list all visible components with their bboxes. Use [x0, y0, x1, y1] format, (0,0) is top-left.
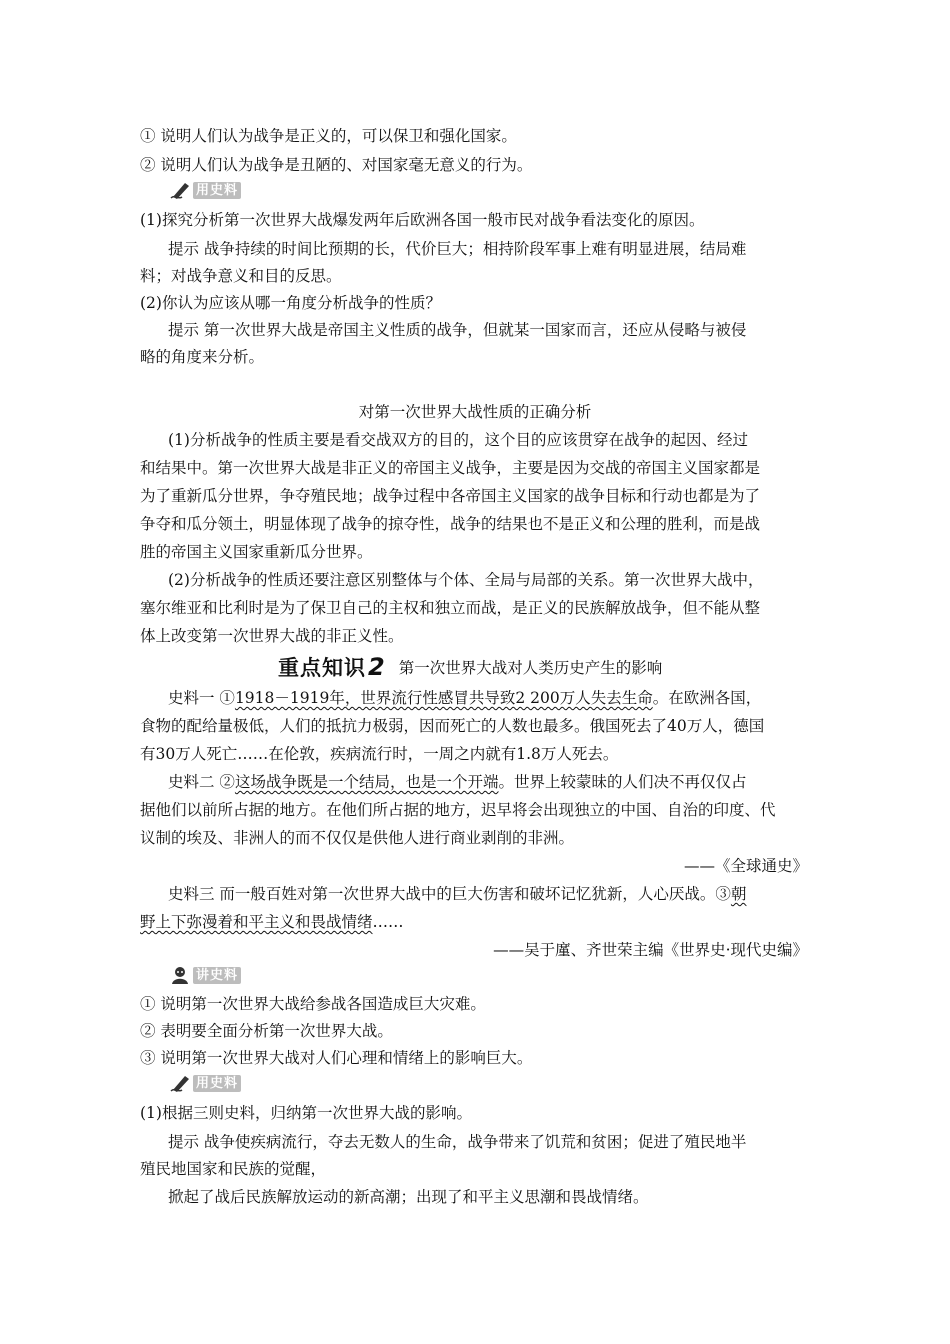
key-point-title: 第一次世界大战对人类历史产生的影响	[398, 659, 663, 677]
paragraph-line: 塞尔维亚和比利时是为了保卫自己的主权和独立而战，是正义的民族解放战争，但不能从整	[140, 599, 761, 617]
source-line: 据他们以前所占据的地方。在他们所占据的地方，迟早将会出现独立的中国、自治的印度、代	[140, 801, 776, 819]
note-line: ① 说明人们认为战争是正义的，可以保卫和强化国家。	[140, 127, 517, 145]
underlined-text: 野上下弥漫着和平主义和畏战情绪	[140, 913, 373, 931]
underlined-text: 这场战争既是一个结局，也是一个开端	[234, 773, 499, 791]
key-point-heading	[278, 654, 662, 680]
paragraph-line: 体上改变第一次世界大战的非正义性。	[140, 627, 404, 645]
badge-label: 用史料	[193, 182, 241, 199]
source-line: 议制的埃及、非洲人的而不仅仅是供他人进行商业剥削的非洲。	[140, 829, 575, 847]
note-line: ② 说明人们认为战争是丑陋的、对国家毫无意义的行为。	[140, 156, 533, 174]
explain-line: ① 说明第一次世界大战给参战各国造成巨大灾难。	[140, 995, 486, 1013]
hint-line: 殖民地国家和民族的觉醒，	[140, 1160, 327, 1178]
paragraph-line: 为了重新瓜分世界，争夺殖民地；战争过程中各帝国主义国家的战争目标和行动也都是为了	[140, 487, 761, 505]
hint-line: 提示 第一次世界大战是帝国主义性质的战争，但就某一国家而言，还应从侵略与被侵	[168, 321, 747, 339]
badge-label: 用史料	[193, 1075, 241, 1092]
question: (1)根据三则史料，归纳第一次世界大战的影响。	[140, 1104, 472, 1122]
source-line: 食物的配给量极低，人们的抵抗力极弱，因而死亡的人数也最多。俄国死去了40万人，德国	[140, 717, 765, 735]
use-sources-badge	[170, 180, 241, 200]
key-point-number: 2	[368, 653, 385, 681]
pen-icon	[170, 180, 192, 200]
explain-line: ② 表明要全面分析第一次世界大战。	[140, 1022, 393, 1040]
underlined-text: 朝	[730, 885, 747, 903]
underlined-text: 1918－1919年，世界流行性感冒共导致2 200万人失去生命	[234, 689, 653, 707]
hint-line: 掀起了战后民族解放运动的新高潮；出现了和平主义思潮和畏战情绪。	[168, 1188, 649, 1206]
badge-label: 讲史料	[193, 967, 241, 984]
section-title: 对第一次世界大战性质的正确分析	[358, 403, 592, 421]
question: (1)探究分析第一次世界大战爆发两年后欧洲各国一般市民对战争看法变化的原因。	[140, 211, 705, 229]
hint-line: 提示 战争持续的时间比预期的长，代价巨大；相持阶段军事上难有明显进展，结局难	[168, 240, 747, 258]
hint-line: 提示 战争使疾病流行，夺去无数人的生命，战争带来了饥荒和贫困；促进了殖民地半	[168, 1133, 747, 1151]
question: (2)你认为应该从哪一角度分析战争的性质？	[140, 294, 441, 312]
key-point-label: 重点知识	[278, 656, 366, 680]
source-line: 有30万人死亡……在伦敦，疾病流行时，一周之内就有1.8万人死去。	[140, 745, 619, 763]
pen-icon	[170, 1073, 192, 1093]
source-one: 史料一 ①1918－1919年，世界流行性感冒共导致2 200万人失去生命。在欧洲各国，	[168, 689, 762, 707]
paragraph-line: (2)分析战争的性质还要注意区别整体与个体、全局与局部的关系。第一次世界大战中，	[168, 571, 764, 589]
paragraph-line: 争夺和瓜分领土，明显体现了战争的掠夺性，战争的结果也不是正义和公理的胜利，而是战	[140, 515, 761, 533]
explain-line: ③ 说明第一次世界大战对人们心理和情绪上的影响巨大。	[140, 1049, 533, 1067]
hint-line: 略的角度来分析。	[140, 348, 265, 366]
paragraph-line: 胜的帝国主义国家重新瓜分世界。	[140, 543, 373, 561]
teacher-icon	[170, 965, 192, 985]
source-two: 史料二 ②这场战争既是一个结局，也是一个开端。世界上较蒙昧的人们决不再仅仅占	[168, 773, 747, 791]
hint-line: 料；对战争意义和目的反思。	[140, 267, 342, 285]
use-sources-badge	[170, 1073, 241, 1093]
source-three: 史料三 而一般百姓对第一次世界大战中的巨大伤害和破坏记忆犹新，人心厌战。③朝	[168, 885, 747, 903]
source-line: 野上下弥漫着和平主义和畏战情绪……	[140, 913, 404, 931]
source-citation: ——吴于廑、齐世荣主编《世界史·现代史编》	[493, 941, 808, 959]
source-citation: ——《全球通史》	[683, 857, 808, 875]
explain-sources-badge	[170, 965, 241, 985]
paragraph-line: 和结果中。第一次世界大战是非正义的帝国主义战争，主要是因为交战的帝国主义国家都是	[140, 459, 761, 477]
paragraph-line: (1)分析战争的性质主要是看交战双方的目的，这个目的应该贯穿在战争的起因、经过	[168, 431, 748, 449]
